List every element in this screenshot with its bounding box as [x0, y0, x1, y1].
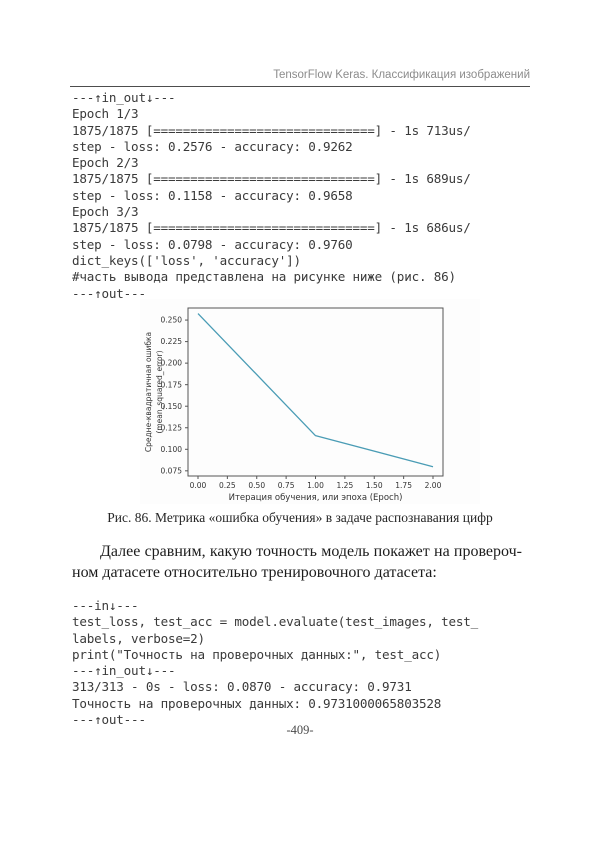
- code-line: ---in↓---: [72, 598, 139, 613]
- x-tick-label: 0.50: [248, 481, 266, 490]
- y-tick-label: 0.125: [160, 423, 182, 433]
- code-line: step - loss: 0.2576 - accuracy: 0.9262: [72, 138, 353, 154]
- x-tick-label: 0.25: [219, 481, 236, 490]
- code-line: 313/313 - 0s - loss: 0.0870 - accuracy: 0.9731: [72, 679, 412, 695]
- paragraph-line-2: ном датасете относительно тренировочного датасета:: [72, 563, 437, 581]
- y-tick-label: 0.075: [160, 466, 182, 476]
- x-tick-label: 1.75: [395, 481, 412, 490]
- figure-caption: Рис. 86. Метрика «ошибка обучения» в задаче распознавания цифр: [107, 510, 493, 525]
- y-tick-label: 0.150: [160, 401, 182, 411]
- training-error-chart: [140, 299, 480, 504]
- x-tick-label: 0.75: [277, 481, 295, 490]
- code-line: print("Точность на проверочных данных:", test_acc): [72, 646, 442, 662]
- x-axis-label: Итерация обучения, или эпоха (Epoch): [228, 493, 403, 503]
- code-line: ---↑out---: [72, 712, 146, 728]
- code-line: 1875/1875 [==============================] - 1s 686us/: [72, 220, 471, 236]
- y-tick-label: 0.175: [160, 380, 182, 390]
- x-tick-label: 2.00: [424, 481, 442, 490]
- paragraph-line-1: Далее сравним, какую точность модель покажет на провероч-: [100, 543, 522, 560]
- code-line: step - loss: 0.0798 - accuracy: 0.9760: [72, 236, 353, 252]
- code-line: 1875/1875 [==============================] - 1s 713us/: [72, 122, 471, 138]
- x-tick-label: 1.50: [365, 481, 383, 490]
- code-line: Epoch 2/3: [72, 155, 139, 171]
- y-axis-label-line1: Средне-квадратичная ошибка: [144, 331, 153, 453]
- evaluation-code-block: [72, 598, 542, 728]
- code-line: 1875/1875 [==============================] - 1s 689us/: [72, 171, 471, 187]
- code-line: ---↑out---: [72, 285, 146, 301]
- x-tick-label: 1.25: [336, 481, 354, 490]
- training-output-code-block: [72, 90, 542, 302]
- code-line: Точность на проверочных данных: 0.9731000065803528: [72, 695, 442, 711]
- code-line: ---↑in_out↓---: [72, 663, 176, 679]
- code-line: Epoch 3/3: [72, 204, 139, 220]
- series-line-mean_squared_error: [198, 314, 433, 467]
- y-tick-label: 0.225: [160, 337, 182, 347]
- y-axis-label-line2: (mean_squared_error): [155, 350, 164, 434]
- code-line: labels, verbose=2): [72, 630, 205, 646]
- plot-border: [188, 308, 443, 476]
- y-tick-label: 0.250: [160, 315, 182, 325]
- y-tick-label: 0.100: [160, 444, 182, 454]
- code-line: #часть вывода представлена на рисунке ниже (рис. 86): [72, 269, 456, 285]
- x-tick-label: 1.00: [307, 481, 324, 490]
- code-line: step - loss: 0.1158 - accuracy: 0.9658: [72, 187, 353, 203]
- code-line: ---↑in_out↓---: [72, 90, 176, 105]
- code-line: Epoch 1/3: [72, 106, 139, 122]
- page-number: -409-: [286, 723, 314, 737]
- body-paragraph: [72, 542, 522, 583]
- code-line: dict_keys(['loss', 'accuracy']): [72, 252, 301, 268]
- code-line: test_loss, test_acc = model.evaluate(test_images, test_: [72, 614, 479, 630]
- x-tick-label: 0.00: [189, 481, 207, 490]
- running-head-title: TensorFlow Keras. Классификация изображений: [70, 68, 530, 87]
- y-tick-label: 0.200: [160, 358, 182, 368]
